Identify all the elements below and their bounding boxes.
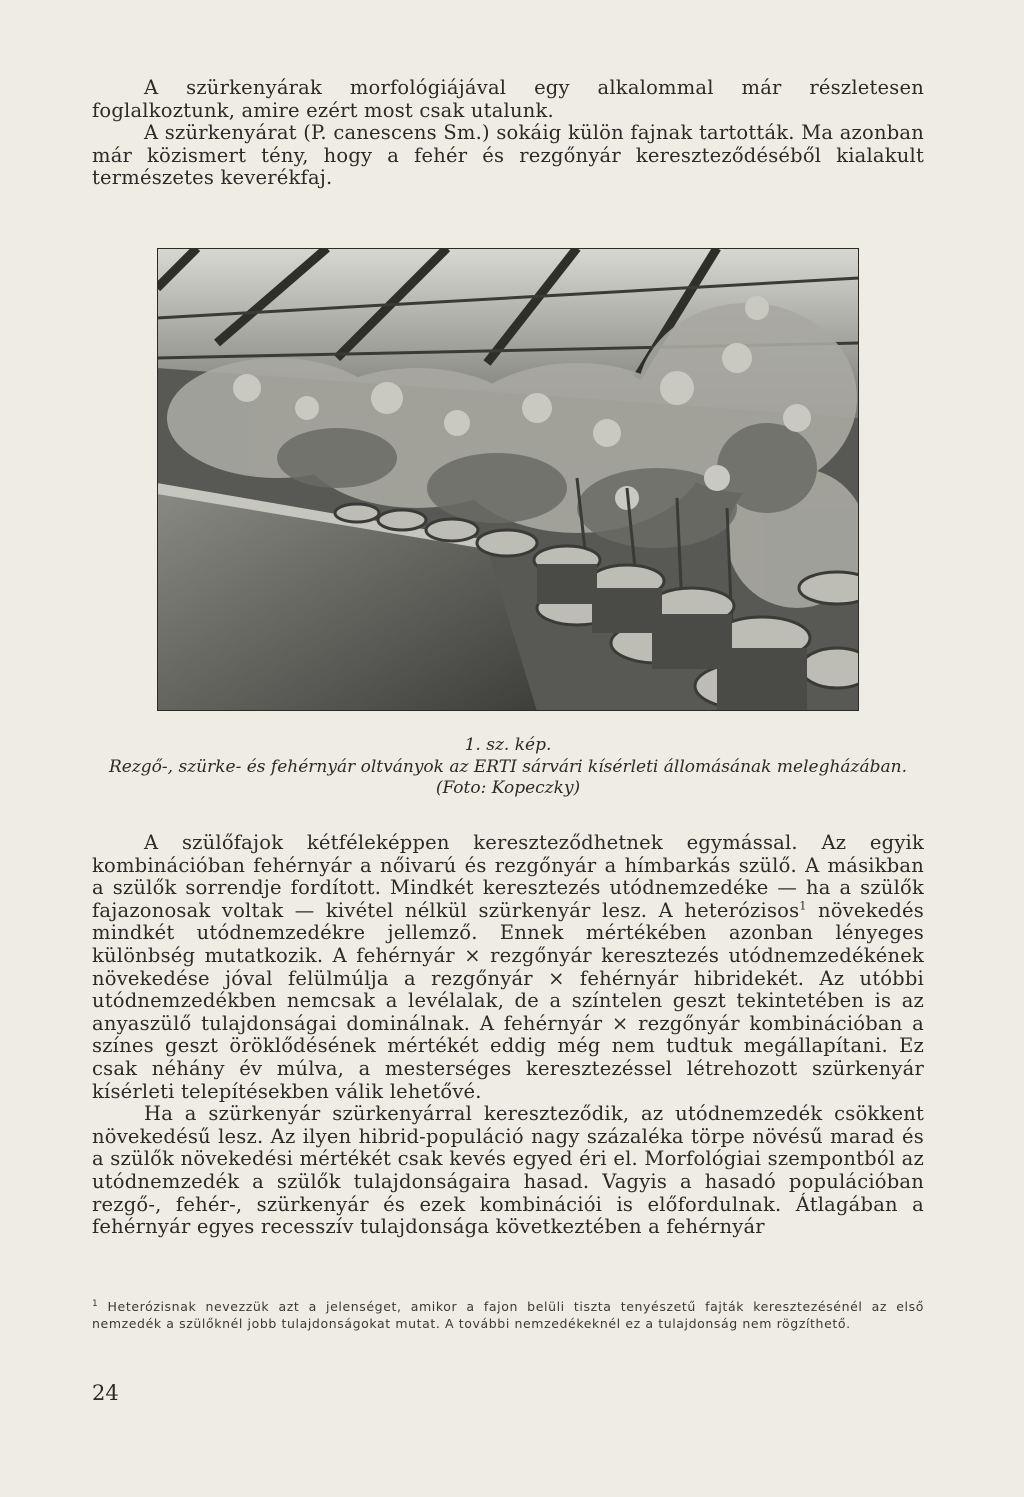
page-number: 24 [92, 1381, 119, 1405]
footnote-reference: 1 [799, 899, 807, 913]
body-paragraph-2: Ha a szürkenyár szürkenyárral kereszteződik, az utódnemzedék csökkent növekedésű lesz. Az ilyen hibrid-populáció nagy százaléka törpe növésű marad és a szülők növekedési mértékét csak kevés egyed éri el. Morfológiai szempontból az utódnemzedék a szülők tulajdonságaira hasad. Vagyis a hasadó populációban rezgő-, fehér-, szürkenyár és ezek kombinációi is előfordulnak. Átlagában a fehérnyár egyes recesszív tulajdonsága következtében a fehérnyár [92, 1102, 924, 1239]
intro-text [92, 77, 924, 190]
intro-paragraph-1: A szürkenyárak morfológiájával egy alkalommal már részletesen foglalkoztunk, amire ezért most csak utalunk. [92, 76, 924, 122]
intro-paragraph-2: A szürkenyárat (P. canescens Sm.) sokáig külön fajnak tartották. Ma azonban már közismert tény, hogy a fehér és rezgőnyár kereszteződéséből kialakult természetes keverékfaj. [92, 121, 924, 190]
body-paragraph-1-part-a: A szülőfajok kétféleképpen kereszteződhetnek egymással. Az egyik kombinációban fehérnyár a nőivarú és rezgőnyár a hímbarkás szülő. A másikban a szülők sorrendje fordított. Mindkét keresztezés utódnemzedéke — ha a szülők fajazonosak voltak — kivétel nélkül szürkenyár lesz. A heterózisos [92, 831, 924, 922]
figure-number: 1. sz. kép. [464, 735, 552, 755]
body-text [92, 832, 924, 1239]
footnote [92, 1298, 924, 1332]
body-paragraph-1 [92, 832, 924, 1103]
figure-caption [92, 735, 924, 799]
footnote-marker: 1 [92, 1298, 99, 1309]
figure-caption-text: Rezgő-, szürke- és fehérnyár oltványok az ERTI sárvári kísérleti állomásának melegházában. (Foto: Kopeczky) [108, 757, 907, 798]
body-paragraph-1-part-b: növekedés mindkét utódnemzedékre jellemző. Ennek mértékében azonban lényeges különbség mutatkozik. A fehérnyár × rezgőnyár keresztezés utódnemzedékének növekedése jóval felülmúlja a rezgőnyár × fehérnyár hibridekét. Az utóbbi utódnemzedékben nemcsak a levélalak, de a színtelen geszt tekintetében is az anyaszülő tulajdonságai dominálnak. A fehérnyár × rezgőnyár kombinációban a színes geszt öröklődésének mértékét eddig még nem tudtuk megállapítani. Ez csak néhány év múlva, a mesterséges keresztezéssel létrehozott szürkenyár kísérleti telepítésekben válik lehetővé. [92, 898, 924, 1103]
greenhouse-photo [157, 248, 859, 711]
footnote-text: Heterózisnak nevezzük azt a jelenséget, amikor a fajon belüli tiszta tenyészetű fajták keresztezésénél az első nemzedék a szülőknél jobb tulajdonságokat mutat. A további nemzedékeknél ez a tulajdonság nem rögzíthető. [92, 1299, 924, 1331]
